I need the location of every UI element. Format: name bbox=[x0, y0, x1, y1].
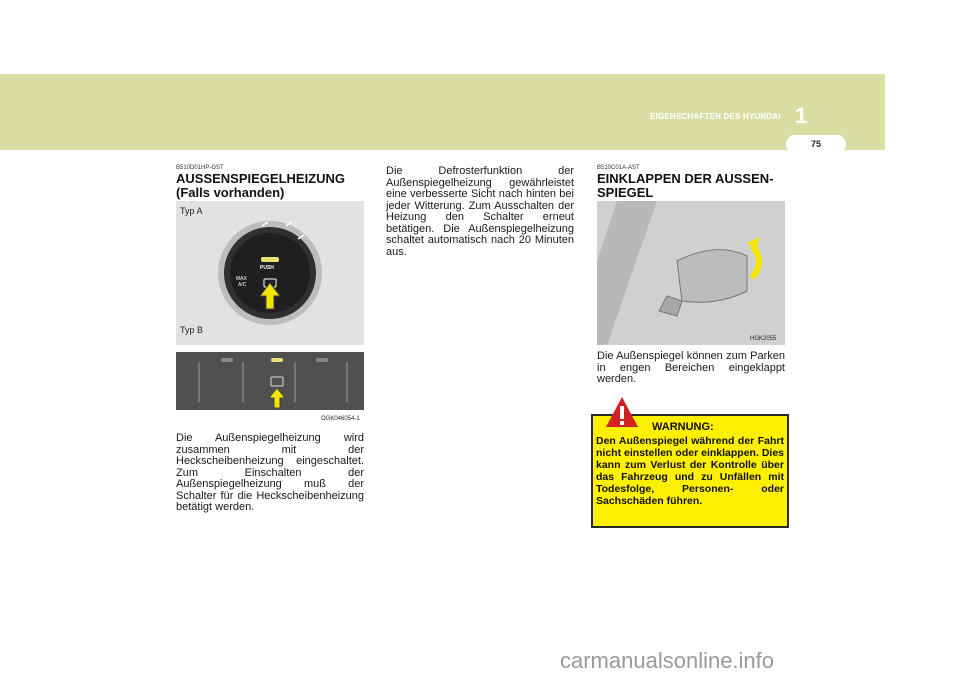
push-label: PUSH bbox=[260, 265, 274, 271]
figure-type-a bbox=[176, 201, 364, 345]
switch-panel-illustration bbox=[176, 352, 364, 410]
mirror-illustration bbox=[597, 201, 785, 345]
figure-label-type-a: Typ A bbox=[180, 206, 203, 216]
chapter-title: EIGENSCHAFTEN DES HYUNDAI bbox=[650, 112, 781, 121]
paragraph-heating-intro: Die Außenspiegelheizung wird zusammen mit der Heckscheibenheizung eingeschaltet. Zum Einschalten der Außenspiegelheizung muß der Schalter für die Heckscheibenheizung betätigt werden. bbox=[176, 432, 364, 513]
heading-line-1: AUSSENSPIEGELHEIZUNG bbox=[176, 171, 346, 186]
section-code-fold: B510C01A-AST bbox=[597, 165, 640, 171]
watermark: carmanualsonline.info bbox=[560, 648, 775, 673]
figure-type-b bbox=[176, 352, 364, 410]
figure-code-fold: HGK2055 bbox=[750, 336, 777, 342]
heading-fold-line-1: EINKLAPPEN DER AUSSEN- bbox=[597, 171, 774, 186]
figure-label-type-b: Typ B bbox=[180, 325, 204, 335]
warning-title: WARNUNG: bbox=[652, 421, 714, 433]
knob-illustration bbox=[176, 201, 364, 345]
chapter-number: 1 bbox=[795, 103, 808, 128]
exclamation-icon bbox=[604, 395, 640, 431]
section-code-heating: B510D01HP-GST bbox=[176, 165, 224, 171]
max-label: MAX bbox=[236, 276, 247, 282]
figure-code-heating: OGK046054-1 bbox=[321, 416, 360, 422]
heading-fold-line-2: SPIEGEL bbox=[597, 185, 654, 200]
warning-body: Den Außenspiegel während der Fahrt nicht einstellen oder einklappen. Dies kann zum Verlust der Kontrolle über das Fahrzeug und zu Unfällen mit Todesfolge, Personen- oder Sachschäden führen. bbox=[596, 435, 784, 507]
heading-fold-mirrors bbox=[597, 172, 773, 200]
heading-line-2: (Falls vorhanden) bbox=[176, 185, 285, 200]
paragraph-defroster: Die Defrosterfunktion der Außenspiegelheizung gewährleistet eine verbesserte Sicht nach hinten bei jeder Witterung. Zum Ausschalten der Heizung den Schalter erneut betätigen. Die Außenspiegelheizung schaltet automatisch nach 20 Minuten aus. bbox=[386, 165, 574, 258]
ac-label: A/C bbox=[238, 282, 247, 288]
page-number: 75 bbox=[786, 135, 846, 153]
paragraph-fold: Die Außenspiegel können zum Parken in engen Bereichen eingeklappt werden. bbox=[597, 350, 785, 385]
figure-mirror-fold bbox=[597, 201, 785, 345]
heading-mirror-heating bbox=[176, 172, 345, 200]
